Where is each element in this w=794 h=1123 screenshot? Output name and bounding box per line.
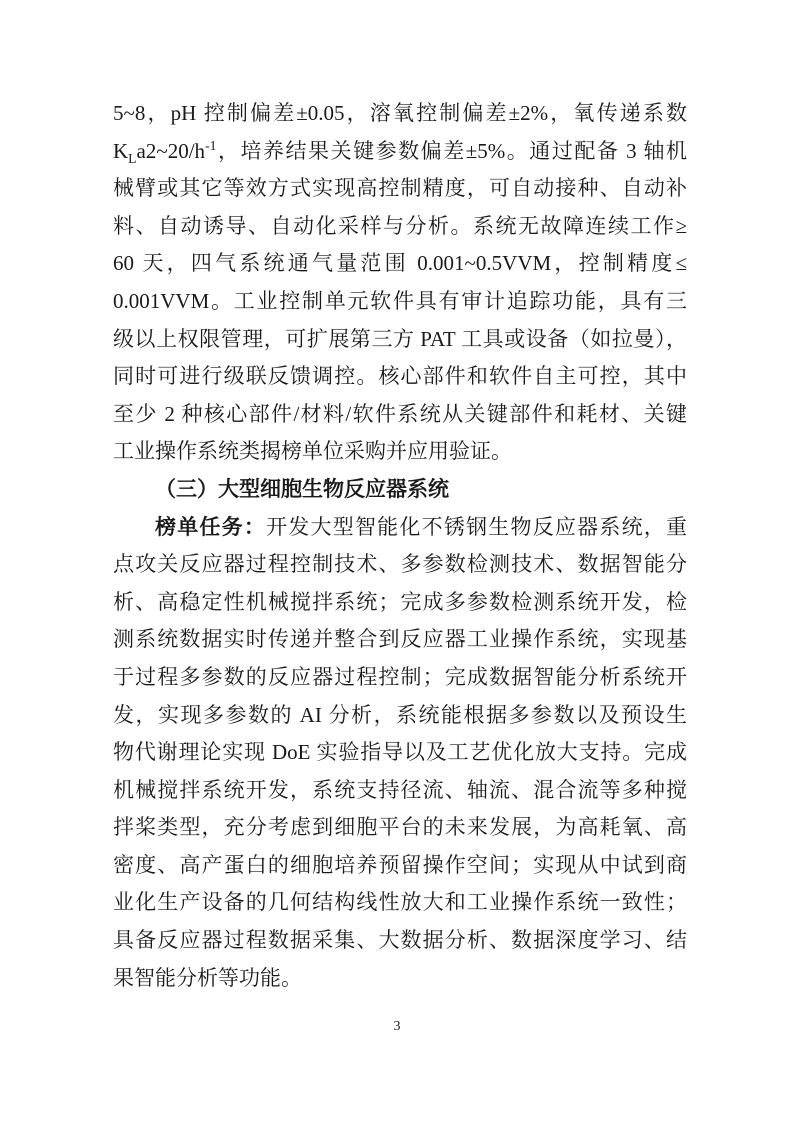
body-text-line: 工业操作系统类揭榜单位采购并应用验证。 — [113, 439, 512, 464]
body-text-line: 果智能分析等功能。 — [113, 965, 302, 990]
body-text-line — [113, 133, 687, 171]
body-text-line: 拌桨类型，充分考虑到细胞平台的未来发展，为高耗氧、高 — [113, 815, 687, 840]
body-text-line: 至少 2 种核心部件/材料/软件系统从关键部件和耗材、关键 — [113, 401, 687, 426]
body-text-line: 测系统数据实时传递并整合到反应器工业操作系统，实现基 — [113, 627, 687, 652]
kla-subscript: L — [128, 150, 137, 166]
body-text-line: 机械搅拌系统开发，系统支持径流、轴流、混合流等多种搅 — [113, 777, 687, 802]
body-text-line: 业化生产设备的几何结构线性放大和工业操作系统一致性； — [113, 890, 687, 915]
section-heading: （三）大型细胞生物反应器系统 — [155, 476, 449, 501]
task-lead-label: 榜单任务： — [155, 514, 267, 539]
body-text-line: 料、自动诱导、自动化采样与分析。系统无故障连续工作≥ — [113, 213, 687, 238]
body-text-line: 级以上权限管理，可扩展第三方 PAT 工具或设备（如拉曼）， — [113, 326, 687, 351]
body-text-segment: ，培养结果关键参数偏差±5%。通过配备 3 轴机 — [216, 138, 687, 163]
paragraph-continuation — [113, 95, 687, 471]
body-text-line: 具备反应器过程数据采集、大数据分析、数据深度学习、结 — [113, 928, 687, 953]
paragraph-task — [113, 509, 687, 998]
body-text-line: 析、高稳定性机械搅拌系统；完成多参数检测系统开发，检 — [113, 589, 687, 614]
kla-superscript: -1 — [205, 137, 217, 153]
body-text-line: 发，实现多参数的 AI 分析，系统能根据多参数以及预设生 — [113, 702, 687, 727]
page-number: 3 — [393, 1019, 401, 1034]
body-text-line — [113, 509, 687, 547]
body-text-segment: 开发大型智能化不锈钢生物反应器系统，重 — [266, 514, 687, 539]
body-text-line: 同时可进行级联反馈调控。核心部件和软件自主可控，其中 — [113, 364, 687, 389]
body-text-line: 0.001VVM。工业控制单元软件具有审计追踪功能，具有三 — [113, 288, 687, 313]
body-text-line: 点攻关反应器过程控制技术、多参数检测技术、数据智能分 — [113, 552, 687, 577]
page-content — [113, 95, 687, 997]
body-text-line: 物代谢理论实现 DoE 实验指导以及工艺优化放大支持。完成 — [113, 740, 687, 765]
body-text-line: 5~8，pH 控制偏差±0.05，溶氧控制偏差±2%，氧传递系数 — [113, 101, 687, 125]
kla-range: a2~20/h — [136, 138, 206, 163]
kla-symbol: K — [113, 138, 129, 163]
body-text-line: 于过程多参数的反应器过程控制；完成数据智能分析系统开 — [113, 664, 687, 689]
body-text-line: 密度、高产蛋白的细胞培养预留操作空间；实现从中试到商 — [113, 852, 687, 877]
body-text-line: 60 天，四气系统通气量范围 0.001~0.5VVM，控制精度≤ — [113, 251, 687, 276]
body-text-line: 械臂或其它等效方式实现高控制精度，可自动接种、自动补 — [113, 176, 687, 201]
